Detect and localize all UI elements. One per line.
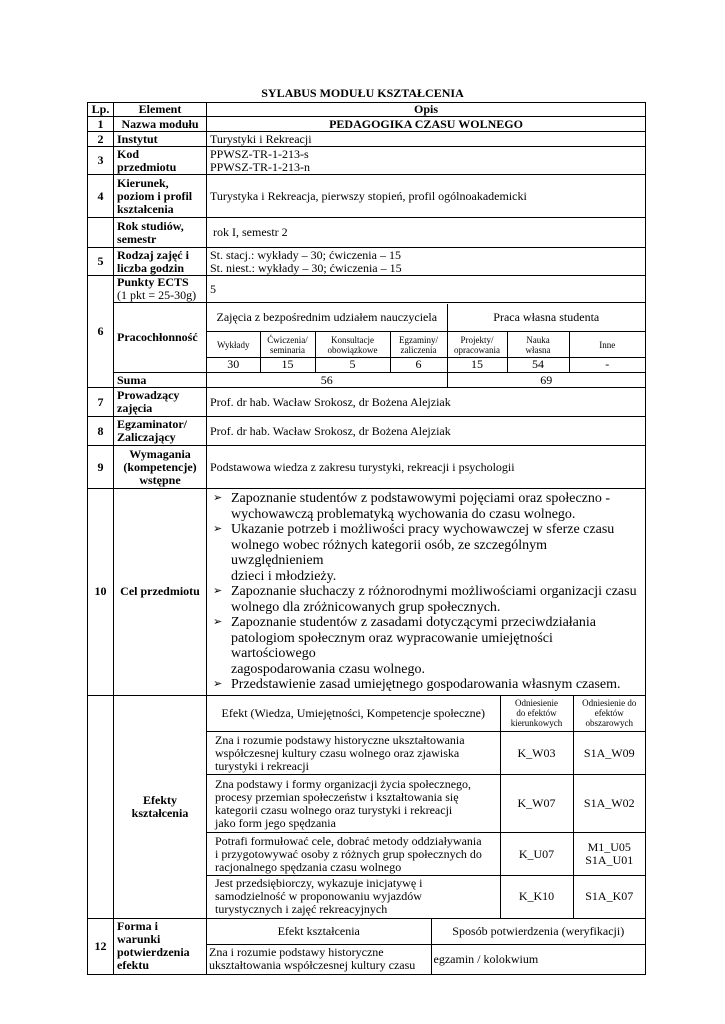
row-learning-outcomes bbox=[88, 695, 646, 918]
field-of-study-value: Turystyka i Rekreacja, pierwszy stopień, profil ogólnoakademicki bbox=[207, 175, 646, 218]
header-lp: Lp. bbox=[88, 103, 114, 117]
direction-code: K_U07 bbox=[500, 833, 573, 876]
outcomes-head-direction: Odniesienie do efektów kierunkowych bbox=[500, 696, 573, 732]
workload-value: - bbox=[569, 358, 645, 372]
table-row: Jest przedsiębiorczy, wykazuje inicjatywę i samodzielność w proponowaniu wyjazdów turystycznych i zajęć rekreacyjnych K_K10 S1A_K07 bbox=[207, 876, 645, 918]
list-item: ➢ Zapoznanie studentów z podstawowymi pojęciami oraz społeczno - wychowawczą problematyką wychowania do czasu wolnego. bbox=[213, 491, 611, 522]
prerequisites-value: Podstawowa wiedza z zakresu turystyki, rekreacji i psychologii bbox=[207, 446, 646, 489]
verification-method: egzamin / kolokwium bbox=[431, 945, 645, 974]
row-number: 9 bbox=[88, 446, 114, 489]
workload-value: 6 bbox=[390, 358, 447, 372]
document-title: SYLABUS MODUŁU KSZTAŁCENIA bbox=[261, 86, 464, 100]
outcomes-head-area: Odniesienie do efektów obszarowych bbox=[573, 696, 645, 732]
row-course-code bbox=[88, 147, 646, 175]
row-prerequisites bbox=[88, 446, 646, 489]
examiner-value: Prof. dr hab. Wacław Srokosz, dr Bożena Alejziak bbox=[207, 417, 646, 446]
row-module-name bbox=[88, 117, 646, 132]
row-verification bbox=[88, 918, 646, 974]
goals-list bbox=[207, 489, 645, 695]
workload-value: 15 bbox=[260, 358, 315, 372]
syllabus-table bbox=[87, 102, 646, 975]
sum-contact-value: 56 bbox=[207, 373, 447, 387]
verification-table bbox=[207, 919, 645, 974]
table-header-row bbox=[88, 103, 646, 117]
row-examiner bbox=[88, 417, 646, 446]
verification-head-effect: Efekt kształcenia bbox=[207, 919, 431, 945]
arrow-bullet-icon: ➢ bbox=[213, 616, 223, 628]
row-number: 1 bbox=[88, 117, 114, 132]
row-institute bbox=[88, 132, 646, 147]
row-class-types bbox=[88, 248, 646, 276]
row-label: Kierunek, poziom i profil kształcenia bbox=[114, 175, 207, 218]
list-item: ➢ Zapoznanie słuchaczy z różnorodnymi możliwościami organizacji czasu wolnego dla zróżnicowanych grup społecznych. bbox=[213, 584, 637, 615]
contact-hours-heading: Zajęcia z bezpośrednim udziałem nauczyciela bbox=[207, 304, 447, 332]
workload-value: 30 bbox=[207, 358, 260, 372]
row-label: Prowadzący zajęcia bbox=[114, 388, 207, 417]
area-code: S1A_W09 bbox=[573, 732, 645, 775]
workload-table bbox=[207, 304, 645, 372]
row-number: 5 bbox=[88, 248, 114, 276]
row-number: 7 bbox=[88, 388, 114, 417]
direction-code: K_W03 bbox=[500, 732, 573, 775]
row-field-of-study bbox=[88, 175, 646, 218]
class-types-value: St. stacj.: wykłady – 30; ćwiczenia – 15 St. niest.: wykłady – 30; ćwiczenia – 15 bbox=[207, 248, 646, 276]
row-workload bbox=[88, 303, 646, 373]
arrow-bullet-icon: ➢ bbox=[213, 678, 223, 690]
row-number: 3 bbox=[88, 147, 114, 175]
row-label: Instytut bbox=[114, 132, 207, 147]
list-item: ➢ Ukazanie potrzeb i możliwości pracy wychowawczej w sferze czasu wolnego wobec różnych kategorii osób, ze szczególnym uwzględnieniem dzieci i młodzieży. bbox=[213, 522, 615, 584]
row-label: Egzaminator/ Zaliczający bbox=[114, 417, 207, 446]
lecturers-value: Prof. dr hab. Wacław Srokosz, dr Bożena Alejziak bbox=[207, 388, 646, 417]
header-element: Element bbox=[114, 103, 207, 117]
arrow-bullet-icon: ➢ bbox=[213, 585, 223, 597]
table-row: Zna podstawy i formy organizacji życia społecznego, procesy przemian społeczeństw i kształtowania się kategorii czasu wolnego oraz turystyki i rekreacji jako form jego spędzania K_W07 S1A_W02 bbox=[207, 775, 645, 833]
row-number: 4 bbox=[88, 175, 114, 218]
row-label: Kod przedmiotu bbox=[114, 147, 207, 175]
row-number: 2 bbox=[88, 132, 114, 147]
outcomes-table bbox=[207, 696, 645, 918]
row-course-goals bbox=[88, 489, 646, 696]
header-opis: Opis bbox=[207, 103, 646, 117]
row-label: Efekty kształcenia bbox=[114, 695, 207, 918]
direction-code: K_K10 bbox=[500, 876, 573, 918]
outcomes-head-effect: Efekt (Wiedza, Umiejętności, Kompetencje społeczne) bbox=[207, 696, 500, 732]
self-study-heading: Praca własna studenta bbox=[447, 304, 645, 332]
module-name-value: PEDAGOGIKA CZASU WOLNEGO bbox=[207, 117, 646, 132]
verification-head-method: Sposób potwierdzenia (weryfikacji) bbox=[431, 919, 645, 945]
workload-col-name: Egzaminy/ zaliczenia bbox=[390, 332, 447, 358]
list-item: ➢ Zapoznanie studentów z zasadami dotyczącymi przeciwdziałania patologiom społecznym oraz wypracowanie umiejętności wartościowego zagospodarowania czasu wolnego. bbox=[213, 615, 596, 677]
row-label: Suma bbox=[114, 373, 207, 388]
row-year-semester bbox=[88, 218, 646, 248]
row-number: 12 bbox=[88, 918, 114, 974]
row-number: 10 bbox=[88, 489, 114, 696]
workload-value: 15 bbox=[447, 358, 507, 372]
row-workload-sum bbox=[88, 373, 646, 388]
row-label: Rodzaj zajęć i liczba godzin bbox=[114, 248, 207, 276]
workload-value: 54 bbox=[507, 358, 569, 372]
table-row: Potrafi formułować cele, dobrać metody oddziaływania i przygotowywać osoby z różnych grup społecznych do racjonalnego spędzania czasu wolnego K_U07 M1_U05 S1A_U01 bbox=[207, 833, 645, 876]
row-number: 6 bbox=[88, 276, 114, 388]
direction-code: K_W07 bbox=[500, 775, 573, 833]
institute-value: Turystyki i Rekreacji bbox=[207, 132, 646, 147]
area-code: S1A_W02 bbox=[573, 775, 645, 833]
row-number: 8 bbox=[88, 417, 114, 446]
row-label: Wymagania (kompetencje) wstępne bbox=[114, 446, 207, 489]
course-code-value: PPWSZ-TR-1-213-s PPWSZ-TR-1-213-n bbox=[207, 147, 646, 175]
row-label: Cel przedmiotu bbox=[114, 489, 207, 696]
table-row: Zna i rozumie podstawy historyczne ukształtowania współczesnej kultury czasu wolnego oraz zjawiska turystyki i rekreacji K_W03 S1A_W09 bbox=[207, 732, 645, 775]
area-code: S1A_K07 bbox=[573, 876, 645, 918]
row-label: Pracochłonność bbox=[114, 303, 207, 373]
workload-col-name: Projekty/ opracowania bbox=[447, 332, 507, 358]
table-row: Zna i rozumie podstawy historyczne ukształtowania współczesnej kultury czasu egzamin / kolokwium bbox=[207, 945, 645, 974]
ects-value: 5 bbox=[207, 276, 646, 303]
workload-col-name: Wykłady bbox=[207, 332, 260, 358]
workload-value: 5 bbox=[315, 358, 390, 372]
row-lecturers bbox=[88, 388, 646, 417]
list-item: ➢ Przedstawienie zasad umiejętnego gospodarowania własnym czasem. bbox=[213, 677, 621, 692]
row-label: Rok studiów, semestr bbox=[114, 218, 207, 248]
arrow-bullet-icon: ➢ bbox=[213, 492, 223, 504]
workload-col-name: Ćwiczenia/ seminaria bbox=[260, 332, 315, 358]
sum-self-value: 69 bbox=[540, 372, 553, 387]
row-label: Nazwa modułu bbox=[114, 117, 207, 132]
year-semester-value: rok I, semestr 2 bbox=[207, 218, 646, 248]
workload-col-name: Konsultacje obowiązkowe bbox=[315, 332, 390, 358]
row-label: Forma i warunki potwierdzenia efektu bbox=[114, 918, 207, 974]
workload-col-name: Nauka własna bbox=[507, 332, 569, 358]
workload-col-name: Inne bbox=[569, 332, 645, 358]
arrow-bullet-icon: ➢ bbox=[213, 523, 223, 535]
row-ects bbox=[88, 276, 646, 303]
row-label: Punkty ECTS (1 pkt = 25-30g) bbox=[114, 276, 207, 303]
area-code: M1_U05 S1A_U01 bbox=[573, 833, 645, 876]
